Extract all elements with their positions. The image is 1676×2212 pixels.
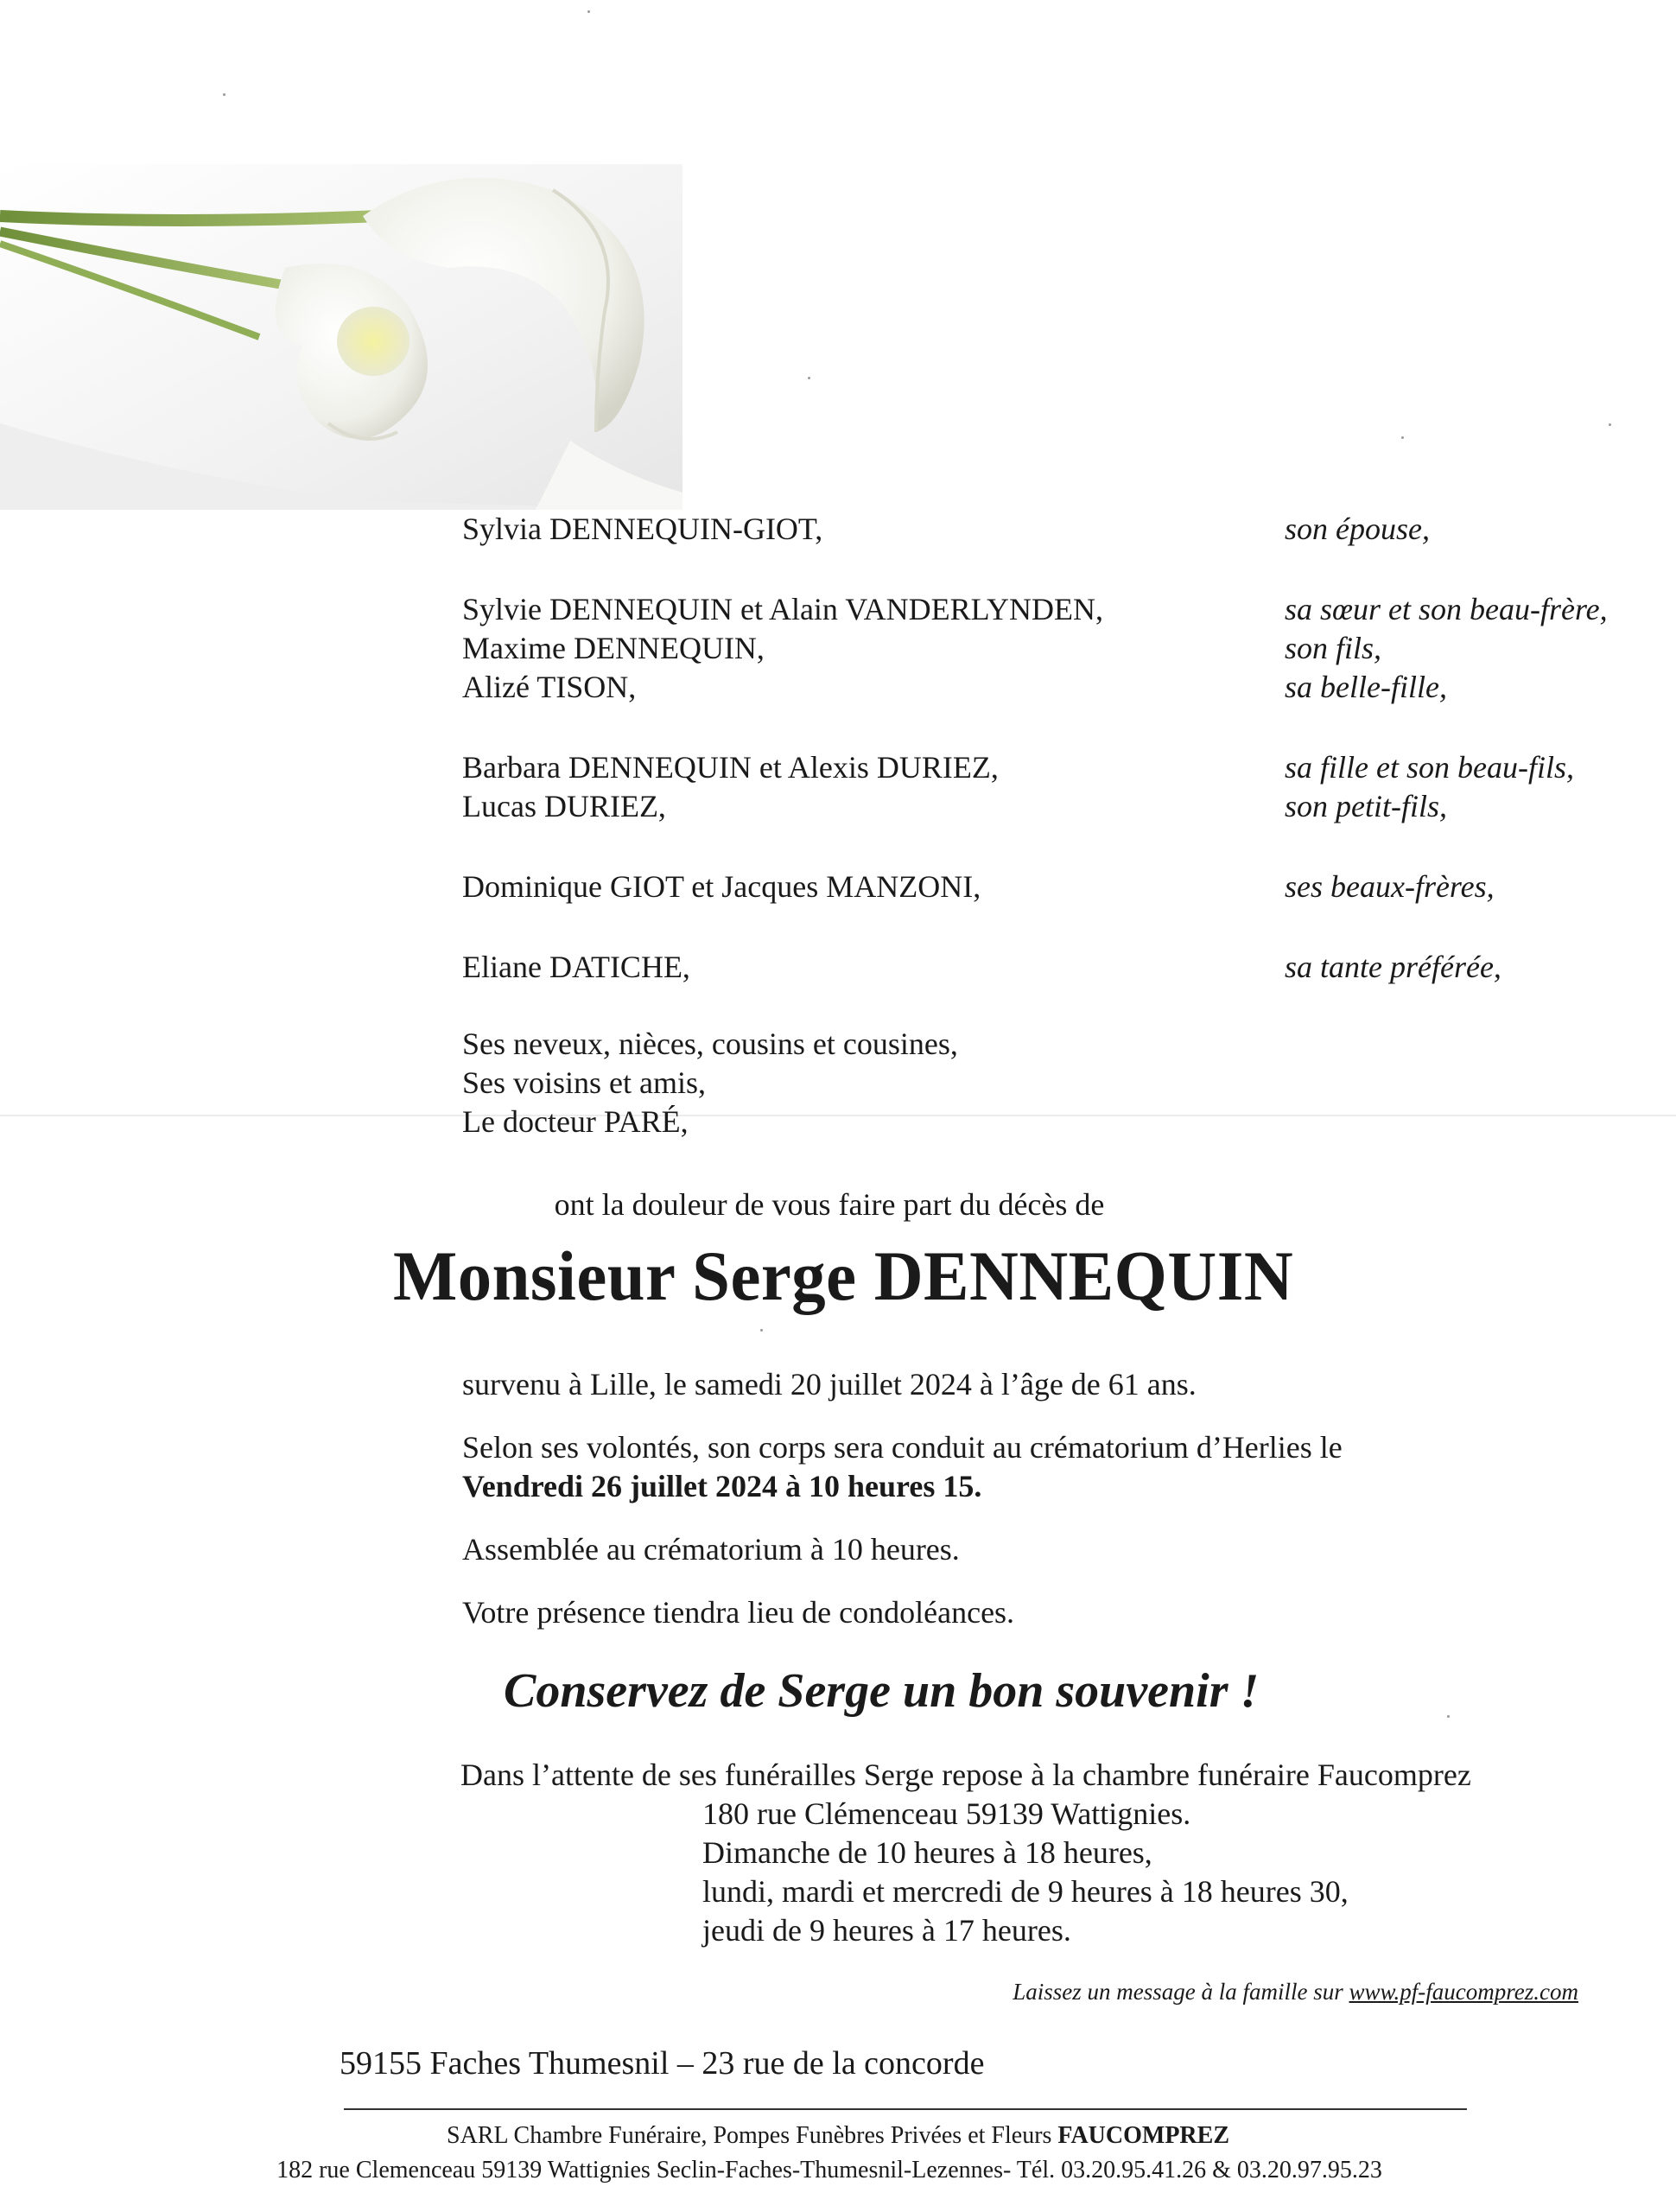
family-member-name: Sylvia DENNEQUIN-GIOT, <box>462 512 823 546</box>
footer-contact-line: 182 rue Clemenceau 59139 Wattignies Seclin-Faches-Thumesnil-Lezennes- Tél. 03.20.95.41.26 & 03.20.97.95.23 <box>276 2157 1382 2183</box>
scan-speck <box>1401 436 1404 439</box>
family-group <box>462 510 1654 549</box>
message-text: Laissez un message à la famille sur <box>1013 1979 1349 2005</box>
wake-hours-line: jeudi de 9 heures à 17 heures. <box>702 1913 1071 1948</box>
mourner-line: Ses voisins et amis, <box>462 1065 707 1100</box>
mourner-line: Ses neveux, nièces, cousins et cousines, <box>462 1027 958 1061</box>
family-member-name: Alizé TISON, <box>462 670 637 704</box>
funeral-details <box>462 1365 1585 1656</box>
family-member-name: Maxime DENNEQUIN, <box>462 631 765 665</box>
mourner-line: Le docteur PARÉ, <box>462 1104 689 1139</box>
online-message-note <box>1013 1979 1578 2005</box>
family-member-name: Eliane DATICHE, <box>462 950 690 984</box>
footer-company-line <box>0 2119 1676 2153</box>
wake-hours-line: Dimanche de 10 heures à 18 heures, <box>702 1835 1152 1870</box>
death-details: survenu à Lille, le samedi 20 juillet 2024 à l’âge de 61 ans. <box>462 1367 1197 1402</box>
wake-intro: Dans l’attente de ses funérailles Serge repose à la chambre funéraire Faucomprez <box>460 1758 1471 1792</box>
family-member-name: Barbara DENNEQUIN et Alexis DURIEZ, <box>462 750 999 785</box>
family-list <box>462 510 1654 1028</box>
assembly-details: Assemblée au crématorium à 10 heures. <box>462 1532 960 1567</box>
scan-speck <box>587 10 590 13</box>
family-row <box>462 868 1654 906</box>
family-group <box>462 748 1654 826</box>
scan-speck <box>223 93 225 96</box>
family-row <box>462 590 1654 629</box>
wake-details <box>460 1756 1471 1950</box>
wake-hours-line: lundi, mardi et mercredi de 9 heures à 18 heures 30, <box>702 1874 1349 1909</box>
scan-speck <box>1447 1715 1450 1718</box>
family-member-name: Lucas DURIEZ, <box>462 789 666 823</box>
family-member-relation: ses beaux-frères, <box>1285 869 1495 904</box>
cremation-line: Selon ses volontés, son corps sera conduit au crématorium d’Herlies le <box>462 1430 1343 1465</box>
scan-speck <box>1609 423 1611 426</box>
announcement-intro <box>0 1186 1676 1223</box>
family-row <box>462 629 1654 668</box>
family-member-relation: son petit-fils, <box>1285 789 1447 823</box>
cremation-date: Vendredi 26 juillet 2024 à 10 heures 15. <box>462 1469 982 1503</box>
scan-speck <box>760 1329 763 1332</box>
family-member-relation: son fils, <box>1285 631 1382 665</box>
footer-divider <box>344 2108 1467 2110</box>
cremation-details <box>462 1428 1585 1506</box>
family-row <box>462 787 1654 826</box>
family-group <box>462 948 1654 987</box>
family-member-relation: sa sœur et son beau-frère, <box>1285 592 1608 626</box>
family-member-relation: sa tante préférée, <box>1285 950 1501 984</box>
family-member-relation: sa belle-fille, <box>1285 670 1447 704</box>
family-group <box>462 590 1654 707</box>
family-row <box>462 510 1654 549</box>
family-row <box>462 668 1654 707</box>
other-mourners <box>462 1025 958 1141</box>
deceased-name: Monsieur Serge DENNEQUIN <box>393 1236 1294 1315</box>
website-link[interactable]: www.pf-faucomprez.com <box>1349 1979 1578 2005</box>
family-member-relation: sa fille et son beau-fils, <box>1285 750 1574 785</box>
wake-address: 180 rue Clémenceau 59139 Wattignies. <box>702 1796 1191 1831</box>
family-group <box>462 868 1654 906</box>
scan-speck <box>808 377 810 379</box>
footer-brand: FAUCOMPREZ <box>1057 2122 1229 2149</box>
family-member-name: Dominique GIOT et Jacques MANZONI, <box>462 869 981 904</box>
condolences-note: Votre présence tiendra lieu de condoléances. <box>462 1595 1015 1630</box>
souvenir-headline: Conservez de Serge un bon souvenir ! <box>504 1664 1260 1718</box>
announcement-intro-text: ont la douleur de vous faire part du décès de <box>554 1187 1105 1222</box>
family-row <box>462 748 1654 787</box>
footer <box>0 2119 1676 2188</box>
sender-address: 59155 Faches Thumesnil – 23 rue de la concorde <box>340 2045 985 2082</box>
family-member-name: Sylvie DENNEQUIN et Alain VANDERLYNDEN, <box>462 592 1104 626</box>
family-row <box>462 948 1654 987</box>
footer-company-text: SARL Chambre Funéraire, Pompes Funèbres Privées et Fleurs <box>447 2122 1058 2149</box>
calla-lily-image <box>0 164 682 510</box>
family-member-relation: son épouse, <box>1285 512 1430 546</box>
